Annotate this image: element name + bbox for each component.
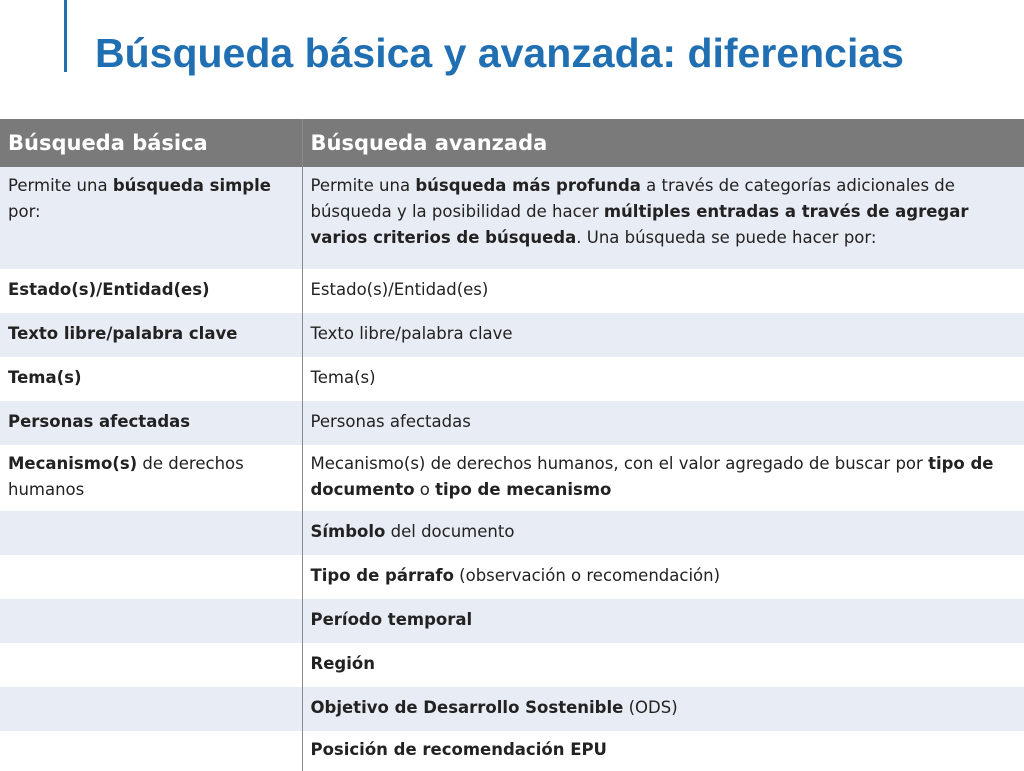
cell-advanced: Personas afectadas: [302, 401, 1024, 445]
text-segment: por:: [8, 202, 41, 221]
table-row-advanced-only: [0, 511, 1024, 555]
text-segment-bold: Período temporal: [310, 610, 473, 629]
cell-basic-empty: [0, 599, 302, 643]
text-segment: o: [414, 480, 436, 499]
text-segment: (observación o recomendación): [453, 566, 721, 585]
cell-basic-empty: [0, 555, 302, 599]
text-segment: (ODS): [623, 698, 678, 717]
cell-advanced: [302, 731, 1024, 771]
cell-basic-empty: [0, 643, 302, 687]
cell-basic: Texto libre/palabra clave: [0, 313, 302, 357]
table-row-intro: [0, 167, 1024, 269]
text-segment-bold: búsqueda simple: [112, 176, 271, 195]
cell-advanced-intro: [302, 167, 1024, 269]
text-segment-bold: Posición de recomendación EPU: [310, 740, 607, 759]
table-row-advanced-only: [0, 731, 1024, 771]
table-row: [0, 269, 1024, 313]
cell-basic-mechanism: [0, 445, 302, 511]
cell-basic-empty: [0, 511, 302, 555]
text-segment-bold: tipo de mecanismo: [435, 480, 612, 499]
cell-advanced: Texto libre/palabra clave: [302, 313, 1024, 357]
cell-basic: Estado(s)/Entidad(es): [0, 269, 302, 313]
table-row-advanced-only: [0, 643, 1024, 687]
cell-advanced: [302, 511, 1024, 555]
table-row-advanced-only: [0, 555, 1024, 599]
table-row-advanced-only: [0, 599, 1024, 643]
table-row-advanced-only: [0, 687, 1024, 731]
text-segment-bold: Objetivo de Desarrollo Sostenible: [310, 698, 624, 717]
cell-advanced-mechanism: [302, 445, 1024, 511]
cell-basic: Personas afectadas: [0, 401, 302, 445]
cell-advanced: [302, 555, 1024, 599]
table-header-row: [0, 119, 1024, 167]
table-row: [0, 401, 1024, 445]
cell-advanced: Tema(s): [302, 357, 1024, 401]
text-segment-bold: búsqueda más profunda: [415, 176, 641, 195]
cell-advanced: [302, 643, 1024, 687]
title-accent-bar: [64, 0, 67, 72]
text-segment-bold: múltiples entradas a través de agregar varios criterios de búsqueda: [310, 202, 969, 247]
comparison-table: [0, 119, 1024, 771]
text-segment: . Una búsqueda se puede hacer por:: [576, 228, 877, 247]
text-segment: del documento: [385, 522, 515, 541]
text-segment: Mecanismo(s) de derechos humanos, con el valor agregado de buscar por: [310, 454, 929, 473]
table-row-mechanism: [0, 445, 1024, 511]
text-segment: Permite una: [310, 176, 416, 195]
cell-advanced: [302, 687, 1024, 731]
text-segment: Permite una: [8, 176, 113, 195]
cell-advanced: Estado(s)/Entidad(es): [302, 269, 1024, 313]
text-segment: a través de categorías adicionales de búsqueda y la posibilidad de hacer: [310, 176, 955, 221]
header-advanced-search: Búsqueda avanzada: [302, 119, 1024, 167]
cell-basic-intro: [0, 167, 302, 269]
text-segment-bold: Región: [310, 654, 375, 673]
text-segment-bold: Mecanismo(s): [8, 454, 138, 473]
text-segment-bold: tipo de documento: [310, 454, 994, 499]
table-row: [0, 313, 1024, 357]
cell-basic-empty: [0, 687, 302, 731]
table-row: [0, 357, 1024, 401]
text-segment-bold: Símbolo: [310, 522, 386, 541]
cell-basic-empty: [0, 731, 302, 771]
cell-basic: Tema(s): [0, 357, 302, 401]
text-segment: de derechos humanos: [8, 454, 244, 499]
page-title: Búsqueda básica y avanzada: diferencias: [95, 30, 904, 76]
cell-advanced: [302, 599, 1024, 643]
header-basic-search: Búsqueda básica: [0, 119, 302, 167]
text-segment-bold: Tipo de párrafo: [310, 566, 454, 585]
